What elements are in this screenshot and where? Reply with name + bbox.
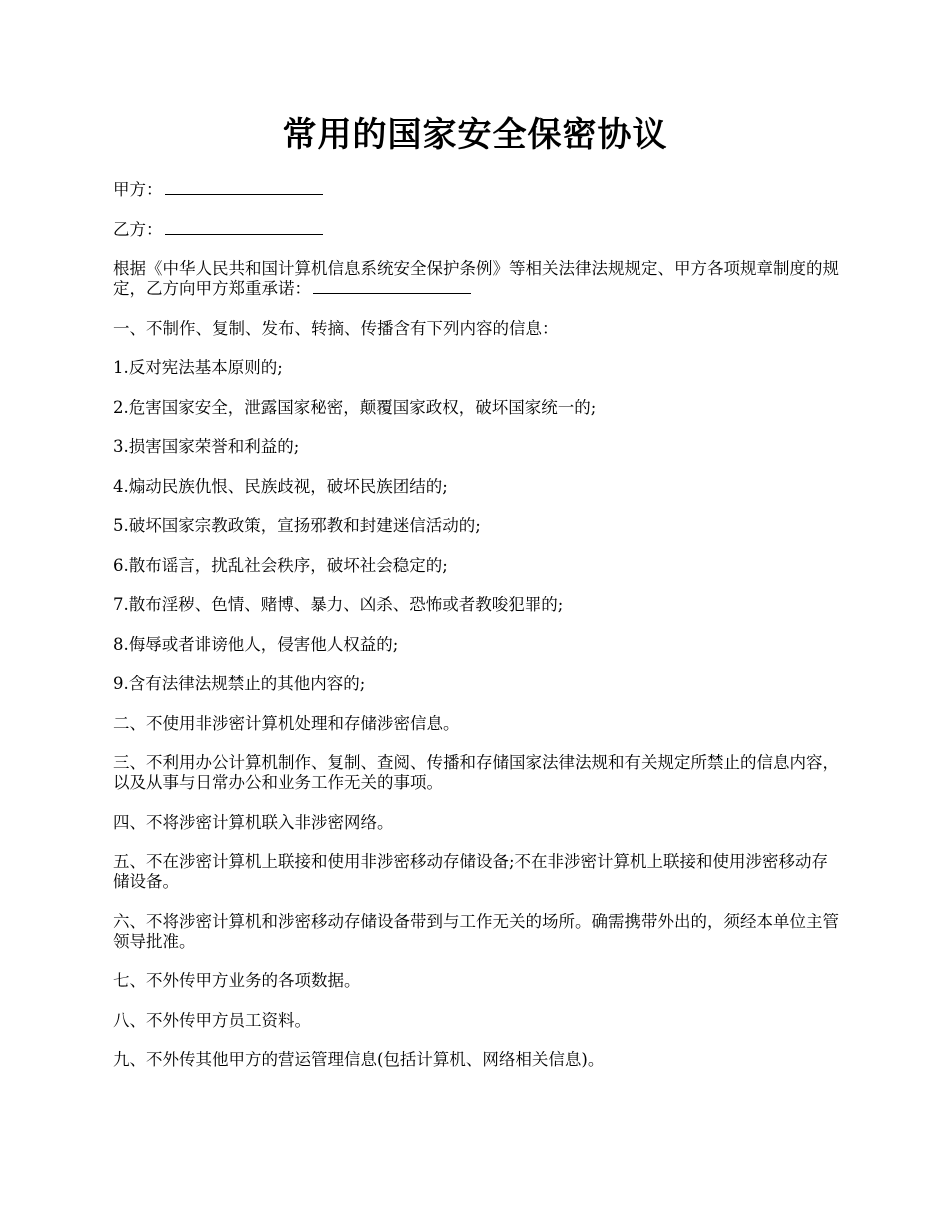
document-body <box>113 180 843 1090</box>
intro-text: 根据《中华人民共和国计算机信息系统安全保护条例》等相关法律法规规定、甲方各项规章制度的规定，乙方向甲方郑重承诺： <box>113 259 839 298</box>
clause-paragraph: 2.危害国家安全，泄露国家秘密，颠覆国家政权，破坏国家统一的; <box>113 397 597 417</box>
party-b-line <box>113 220 843 240</box>
clause-paragraph: 七、不外传甲方业务的各项数据。 <box>113 971 361 990</box>
clause-paragraph: 二、不使用非涉密计算机处理和存储涉密信息。 <box>113 713 460 733</box>
clause-paragraph: 八、不外传甲方员工资料。 <box>113 1010 311 1030</box>
clause-paragraph: 六、不将涉密计算机和涉密移动存储设备带到与工作无关的场所。确需携带外出的，须经本单位主管领导批准。 <box>113 911 839 951</box>
party-a-blank <box>165 180 323 195</box>
clause-paragraph: 5.破坏国家宗教政策，宣扬邪教和封建迷信活动的; <box>113 516 481 535</box>
party-b-blank <box>165 220 323 235</box>
party-a-label: 甲方： <box>113 180 163 199</box>
clause-paragraph: 3.损害国家荣誉和利益的; <box>113 437 300 456</box>
party-b-label: 乙方： <box>113 219 163 239</box>
clause-paragraph: 四、不将涉密计算机联入非涉密网络。 <box>113 812 394 832</box>
clause-paragraph: 五、不在涉密计算机上联接和使用非涉密移动存储设备;不在非涉密计算机上联接和使用涉密移动存储设备。 <box>113 852 829 891</box>
intro-paragraph <box>113 259 843 299</box>
intro-blank <box>313 279 471 294</box>
clause-paragraph: 1.反对宪法基本原则的; <box>113 358 283 377</box>
document-title: 常用的国家安全保密协议 <box>282 115 668 155</box>
clause-paragraph: 4.煽动民族仇恨、民族歧视，破坏民族团结的; <box>113 476 448 496</box>
clause-paragraph: 9.含有法律法规禁止的其他内容的; <box>113 674 366 693</box>
clause-paragraph: 三、不利用办公计算机制作、复制、查阅、传播和存储国家法律法规和有关规定所禁止的信息内容，以及从事与日常办公和业务工作无关的事项。 <box>113 753 839 792</box>
clause-paragraph: 6.散布谣言，扰乱社会秩序，破坏社会稳定的; <box>113 555 448 575</box>
clause-paragraph: 7.散布淫秽、色情、赌博、暴力、凶杀、恐怖或者教唆犯罪的; <box>113 595 564 614</box>
clause-paragraph: 九、不外传其他甲方的营运管理信息(包括计算机、网络相关信息)。 <box>113 1050 605 1069</box>
party-a-line <box>113 180 843 200</box>
clause-paragraph: 8.侮辱或者诽谤他人，侵害他人权益的; <box>113 634 399 654</box>
clause-paragraph: 一、不制作、复制、发布、转摘、传播含有下列内容的信息： <box>113 318 559 338</box>
